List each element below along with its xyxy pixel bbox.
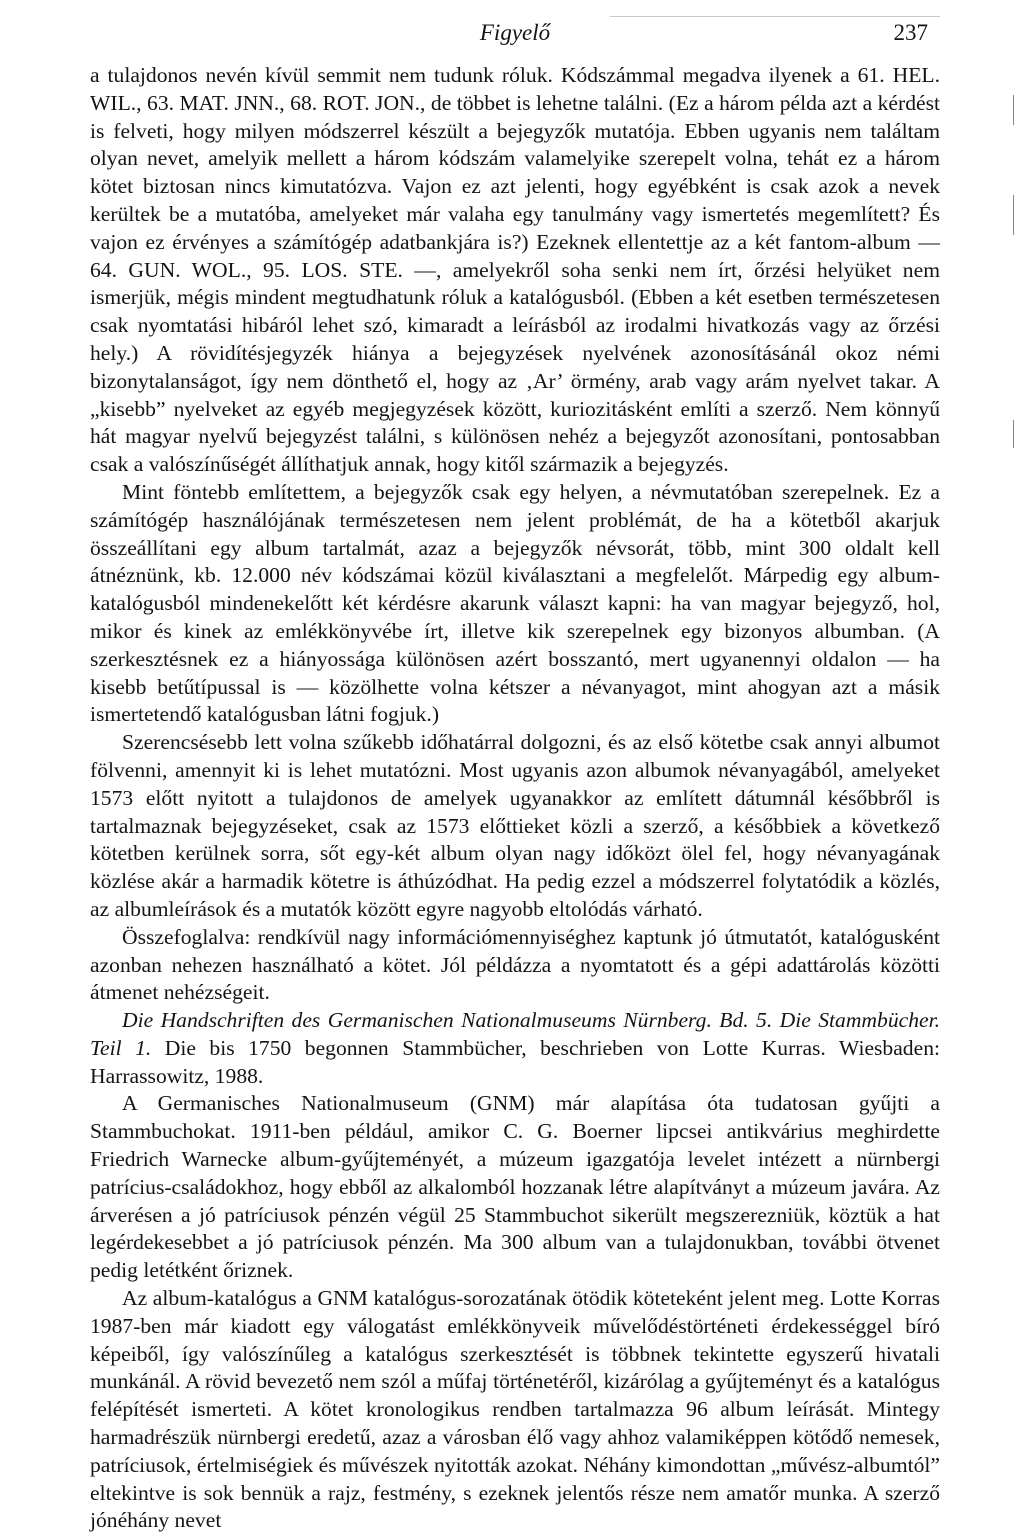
- margin-mark: [1013, 195, 1014, 235]
- header-rule: [610, 16, 940, 17]
- paragraph-5: A Germanisches Nationalmuseum (GNM) már alapítása óta tudatosan gyűjti a Stammbuchokat. 1911-ben például, amikor C. G. Boerner lipcsei antikvárius meghirdette Friedrich Warnecke album-gyűjteményét, a múzeum igazgatója levelet intézett a nürnbergi patrícius-családokhoz, hogy ebből az alkalomból hozzanak létre alapítványt a múzeum javára. Az árverésen a jó patríciusok pénzén végül 25 Stammbuchot sikerült megszerezniük, köztük a hat legérdekesebbet a jó patríciusok pénzén. Ma 300 album van a tulajdonukban, további ötvenet pedig letétként őriznek.: [90, 1091, 940, 1283]
- article-body: [90, 62, 940, 1535]
- margin-mark: [1013, 420, 1014, 448]
- book-title: Die Handschriften des Germanischen Nationalmuseums Nürnberg. Bd. 5. Die Stammbücher. Teil 1.: [90, 1008, 940, 1060]
- paragraph-4: Összefoglalva: rendkívül nagy információmennyiséghez kaptunk jó útmutatót, katalógusként azonban nehezen használható a kötet. Jól példázza a nyomtatott és a gépi adattárolás közötti átmenet nehézségeit.: [90, 924, 940, 1005]
- citation-details: Die bis 1750 begonnen Stammbücher, beschrieben von Lotte Kurras. Wiesbaden: Harrassowitz, 1988.: [90, 1035, 940, 1088]
- paragraph-1: a tulajdonos nevén kívül semmit nem tudunk róluk. Kódszámmal megadva ilyenek a 61. HEL. WIL., 63. MAT. JNN., 68. ROT. JON., de többet is lehetne találni. (Ez a három példa azt a kérdést is felveti, hogy milyen módszerrel készült a bejegyzők mutatója. Ebben ugyanis nem találtam olyan nevet, amelyik mellett a három kódszám valamelyike szerepelt volna, tehát ez a három kötet biztosan nincs kimutatózva. Vajon ez azt jelenti, hogy egyébként is csak azok a nevek kerültek be a mutatóba, amelyeket már valaha egy tanulmány vagy ismertetés megemlített? És vajon ez érvényes a számítógép adatbankjára is?) Ezeknek ellentettje az a két fantom-album — 64. GUN. WOL., 95. LOS. STE. —, amelyekről soha senki nem írt, őrzési helyüket nem ismerjük, mégis mindent megtudhatunk róluk a katalógusból. (Ebben a két esetben természetesen csak nyomtatási hibáról lehet szó, kimaradt a leírásból az irodalmi hivatkozás vagy az őrzési hely.) A rövidítésjegyzék hiánya a bejegyzések nyelvének azonosításánál okoz némi bizonytalanságot, így nem dönthető el, hogy az ‚Ar’ örmény, arab vagy arám nyelvet takar. A „kisebb” nyelveket az egyéb megjegyzések között, kuriozitásként említi a szerző. Nem könnyű hát magyar nyelvű bejegyzést találni, s különösen nehéz a bejegyzőt azonosítani, pontosabban csak a valószínűségét állíthatjuk annak, hogy kitől származik a bejegyzés.: [90, 63, 940, 477]
- running-title: Figyelő: [479, 20, 551, 45]
- book-citation: [90, 1007, 940, 1090]
- paragraph-3: Szerencsésebb lett volna szűkebb időhatárral dolgozni, és az első kötetbe csak annyi albumot fölvenni, amennyit ki is lehet mutatózni. Most ugyanis azon albumok névanyagából, amelyeket 1573 előtt nyitott a tulajdonos de amelyek ugyanakkor az említett dátumnál későbbről is tartalmaznak bejegyzéseket, csak az 1573 előttieket közli a szerző, a későbbiek a következő kötetben kerülnek sorra, sőt egy-két album olyan nagy időközt ölel fel, hogy névanyagának közlése akár a harmadik kötetre is áthúzódhat. Ha pedig ezzel a módszerrel folytatódik a közlés, az albumleírások és a mutatók között egyre nagyobb eltolódás várható.: [90, 730, 940, 921]
- paragraph-6: Az album-katalógus a GNM katalógus-sorozatának ötödik köteteként jelent meg. Lotte Korras 1987-ben már kiadott egy válogatást emlékkönyveik művelődéstörténeti érdekességgel bíró képeiből, így valószínűleg a katalógus szerkesztését is többnek tekintette egyszerű hivatali munkánál. A rövid bevezető nem szól a műfaj történetéről, kizárólag a gyűjteményt és a katalógus felépítését ismerteti. A kötet kronologikus rendben tartalmazza 96 album leírását. Mintegy harmadrészük nürnbergi eredetű, azaz a városban élő vagy ahhoz valamiképpen kötődő nemesek, patríciusok, értelmiségiek és művészek nyitották azokat. Néhány kimondottan „művész-albumtól” eltekintve is sok bennük a rajz, festmény, s ezeknek jelentős része nem amatőr munka. A szerző jónéhány nevet: [90, 1286, 940, 1533]
- page-header: [90, 16, 940, 56]
- margin-mark: [1013, 95, 1014, 125]
- paragraph-2: Mint föntebb említettem, a bejegyzők csak egy helyen, a névmutatóban szerepelnek. Ez a számítógép használójának természetesen nem jelent problémát, de ha a kötetből akarjuk összeállítani egy album tartalmát, azaz a bejegyzők névsorát, több, mint 300 oldalt kell átnéznünk, kb. 12.000 név kódszámai közül kiválasztani a megfelelőt. Márpedig egy album-katalógusból mindenekelőtt két kérdésre akarunk választ kapni: ha van magyar bejegyző, hol, mikor és kinek az emlékkönyvébe írt, illetve kik szerepelnek egy bizonyos albumban. (A szerkesztésnek ez a hiányossága különösen azért bosszantó, mert ugyanennyi oldalon — ha kisebb betűtípussal is — közölhette volna kétszer a névanyagot, mint ahogyan azt a másik ismertetendő katalógusban látni fogjuk.): [90, 479, 940, 727]
- page-number: 237: [893, 20, 928, 45]
